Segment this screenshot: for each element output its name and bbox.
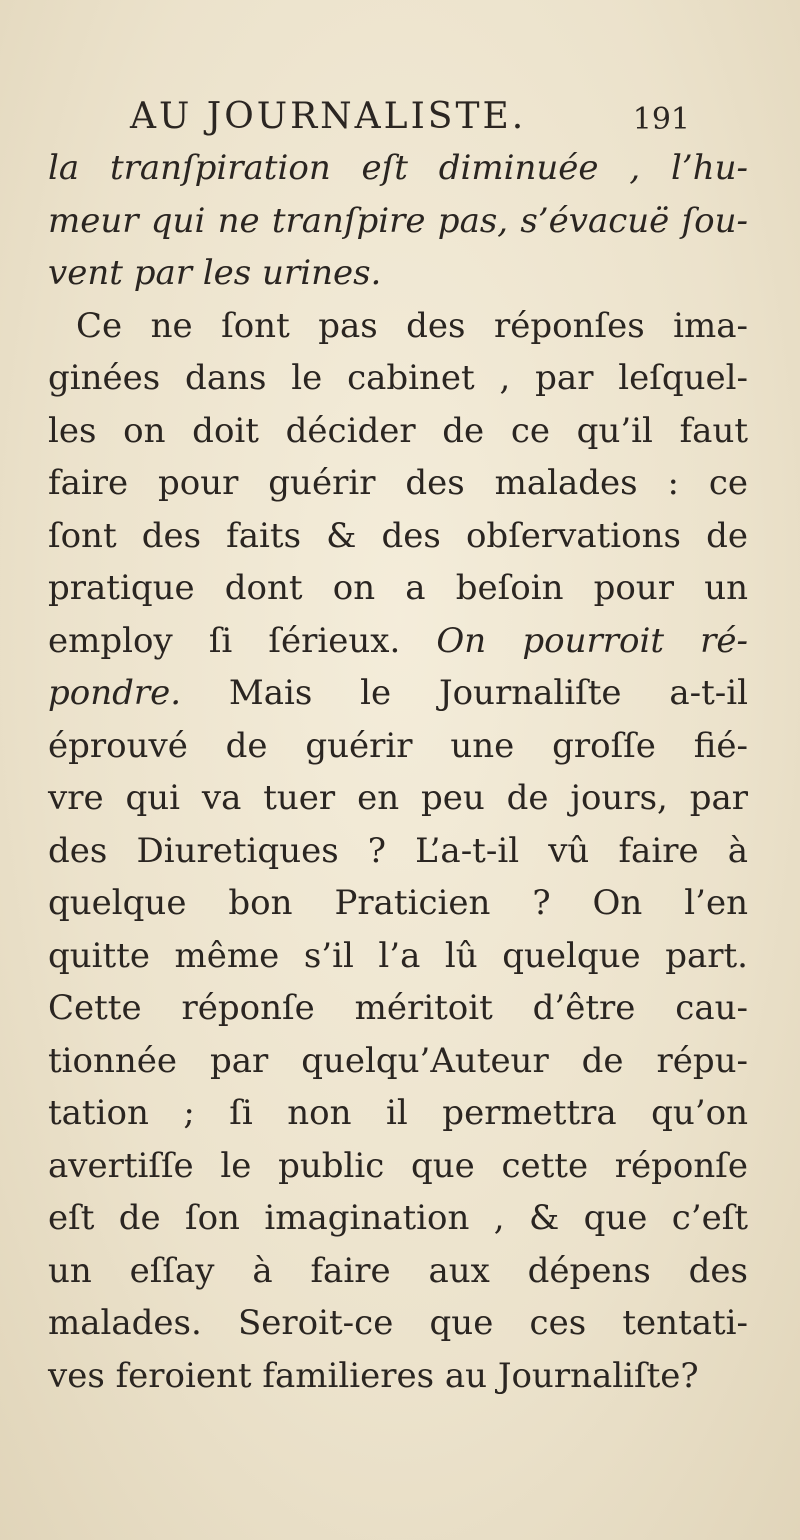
text-line: avertiſſe le public que cette réponſe — [48, 1145, 748, 1186]
text-line: tation ; ſi non il permettra qu’on — [48, 1093, 748, 1133]
text-line: pratique dont on a beſoin pour un — [48, 568, 748, 608]
text-line: faire pour guérir des malades : ce — [48, 463, 748, 503]
text-line: des Diuretiques ? L’a-t-il vû faire à — [48, 830, 748, 871]
text-line: malades. Seroit-ce que ces tentati- — [48, 1303, 748, 1343]
text-line: meur qui ne tranſpire pas, s’évacuë ſou- — [48, 200, 748, 241]
text-line: vent par les urines. — [48, 253, 382, 293]
page-number: 191 — [632, 102, 690, 137]
text-line — [48, 615, 748, 668]
text-line: un eſſay à faire aux dépens des — [48, 1250, 748, 1291]
text-line: ves feroient familieres au Journaliſte? — [48, 1355, 699, 1396]
running-head: AU JOURNALISTE. — [130, 96, 527, 137]
text-line — [48, 667, 748, 720]
italic-segment: pondre. — [48, 673, 182, 713]
text-line: Cette réponſe méritoit d’être cau- — [48, 988, 748, 1028]
italic-segment: On pourroit ré- — [436, 620, 748, 661]
paragraph-start-line: Ce ne ſont pas des réponſes ima- — [76, 305, 748, 346]
body-text — [48, 142, 748, 1402]
text-line: ſont des faits & des obſervations de — [48, 515, 748, 556]
text-line: tionnée par quelqu’Auteur de répu- — [48, 1040, 748, 1081]
page-header — [130, 96, 690, 142]
text-line: quitte même s’il l’a lû quelque part. — [48, 935, 748, 976]
text-line: eſt de ſon imagination , & que c’eſt — [48, 1198, 748, 1238]
text-segment: Mais le Journaliſte a-t-il — [228, 673, 748, 713]
text-line: la tranſpiration eſt diminuée , l’hu- — [48, 148, 748, 188]
text-line: les on doit décider de ce qu’il faut — [48, 410, 748, 451]
text-line: quelque bon Praticien ? On l’en — [48, 883, 748, 923]
text-line: vre qui va tuer en peu de jours, par — [48, 778, 748, 818]
text-segment: employ ſi ſérieux. — [48, 620, 401, 661]
text-line: ginées dans le cabinet , par leſquel- — [48, 358, 748, 398]
text-line: éprouvé de guérir une groſſe fié- — [48, 725, 748, 766]
